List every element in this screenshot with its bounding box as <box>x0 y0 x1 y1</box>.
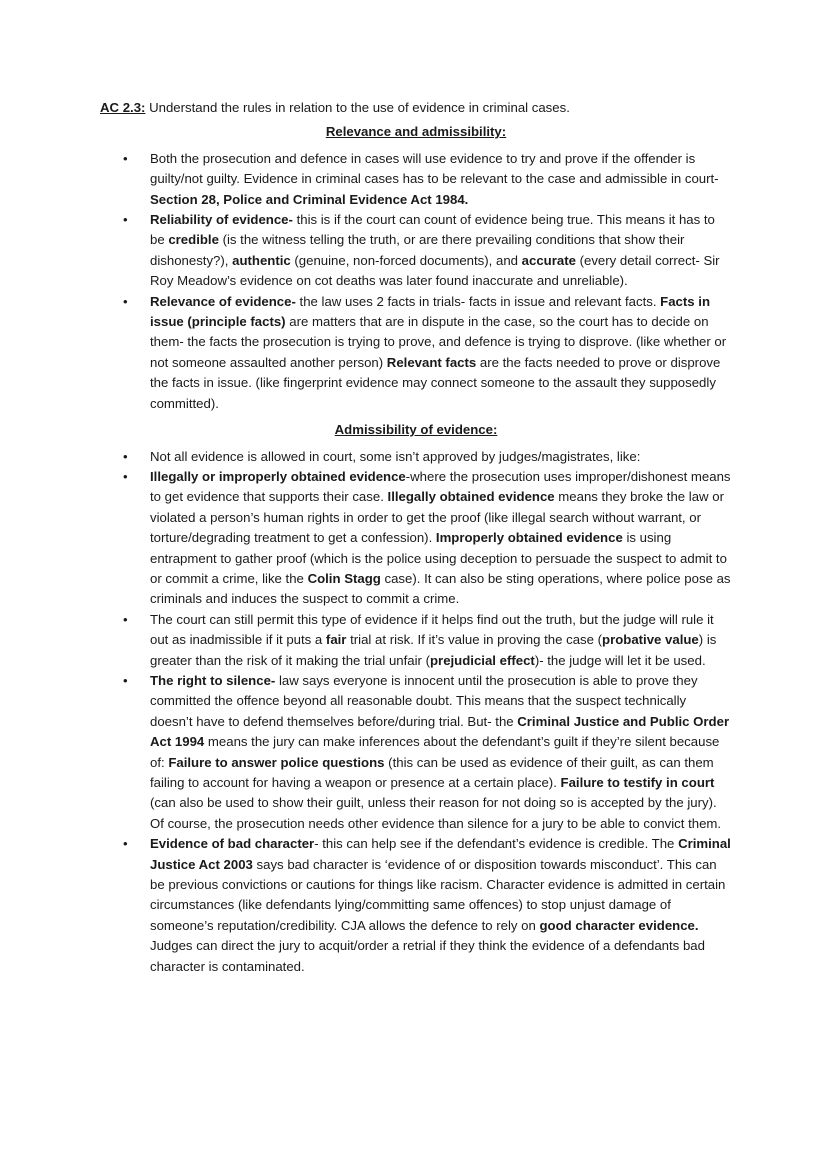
list-item <box>100 671 732 834</box>
bold-text-run: good character evidence. <box>539 917 699 933</box>
text-run: case). It can also be sting operations, where police pose as criminals and induces the suspect to commit a crime. <box>150 570 731 607</box>
text-run: The court can still permit this type of evidence if it helps find out the truth, but the judge will rule it out as inadmissible if it puts a <box>150 611 714 648</box>
bold-text-run: Criminal Justice and Public Order Act 1994 <box>150 713 730 750</box>
bold-text-run: Colin Stagg <box>307 570 381 586</box>
bullet-icon: • <box>123 836 128 852</box>
bold-text-run: prejudicial effect <box>430 652 535 668</box>
bold-text-run: Improperly obtained evidence <box>435 530 623 546</box>
bold-text-run: Criminal Justice Act 2003 <box>150 836 731 872</box>
text-run: trial at risk. If it’s value in proving the case ( <box>346 632 603 648</box>
assessment-criterion-heading <box>100 98 732 118</box>
bullet-icon: • <box>123 468 128 484</box>
list-item <box>100 467 732 610</box>
text-run: says bad character is ‘evidence of or disposition towards misconduct’. This can be previous convictions or cautions for things like racism. Character evidence is admitted in certain circumstances (like defendants lying/committing same offences) to stop unjust damage of someone’s reputation/credibility. CJA allows the defence to rely on <box>150 856 726 933</box>
bold-text-run: Failure to testify in court <box>560 775 715 790</box>
bold-text-run: Relevant facts <box>386 354 477 370</box>
ac-label: AC 2.3: <box>100 100 146 115</box>
bold-text-run: accurate <box>521 252 576 268</box>
text-run: - this can help see if the defendant’s evidence is credible. The <box>314 836 679 852</box>
text-run: ) is greater than the risk of it making the trial unfair ( <box>150 632 717 668</box>
text-run: Not all evidence is allowed in court, some isn’t approved by judges/magistrates, like: <box>150 448 641 464</box>
text-run: are matters that are in dispute in the case, so the court has to decide on them- the facts the prosecution is trying to prove, and defence is trying to disprove. (like whether or not someone assaulted another person) <box>150 314 727 370</box>
list-item <box>100 149 732 210</box>
text-run: are the facts needed to prove or disprove the facts in issue. (like fingerprint evidence may connect someone to the assault they supposedly committed). <box>150 354 721 411</box>
text-run: (every detail correct- Sir Roy Meadow’s evidence on cot deaths was later found inaccurate and unreliable). <box>150 252 720 289</box>
section-title: Admissibility of evidence: <box>334 422 498 438</box>
list-item <box>100 292 732 414</box>
document-page <box>100 98 732 983</box>
text-run: is using entrapment to gather proof (which is the police using deception to persuade the suspect to admit to or commit a crime, like the <box>150 530 727 586</box>
ac-description: Understand the rules in relation to the use of evidence in criminal cases. <box>145 100 570 115</box>
text-run: Judges can direct the jury to acquit/order a retrial if they think the evidence of a defendants bad character is contaminated. <box>150 938 705 974</box>
document-body <box>100 122 732 977</box>
list-item <box>100 210 732 292</box>
bullet-list <box>100 447 732 978</box>
bold-text-run: Failure to answer police questions <box>168 754 385 770</box>
text-run: -where the prosecution uses improper/dishonest means to get evidence that supports their case. <box>150 468 731 505</box>
text-run: means they broke the law or violated a person’s human rights in order to get the proof (like illegal search without warrant, or torture/degrading treatment to get a confession). <box>150 489 724 546</box>
text-run: law says everyone is innocent until the prosecution is able to prove they committed the offence beyond all reasonable doubt. This means that the suspect technically doesn’t have to defend themselves before/during trial. But- the <box>150 672 698 729</box>
text-run: (genuine, non-forced documents), and <box>290 252 522 268</box>
bullet-icon: • <box>123 212 128 228</box>
bullet-icon: • <box>123 611 128 627</box>
text-run: means the jury can make inferences about the defendant’s guilt if they’re silent because of: <box>150 734 720 770</box>
bold-text-run: probative value <box>602 632 699 648</box>
bold-text-run: Reliability of evidence- <box>150 212 293 228</box>
bold-text-run: credible <box>168 232 219 248</box>
bold-text-run: Illegally obtained evidence <box>387 489 555 505</box>
text-run: (is the witness telling the truth, or are there prevailing conditions that show their dishonesty?), <box>150 232 685 268</box>
bullet-icon: • <box>123 448 128 464</box>
text-run: Both the prosecution and defence in cases will use evidence to try and prove if the offender is guilty/not guilty. Evidence in criminal cases has to be relevant to the case and admissible in court- <box>150 150 719 187</box>
list-item <box>100 447 732 467</box>
bold-text-run: Facts in issue (principle facts) <box>150 293 711 330</box>
bold-text-run: Relevance of evidence- <box>150 293 296 309</box>
list-item <box>100 610 732 671</box>
bullet-list <box>100 149 732 414</box>
text-run: (can also be used to show their guilt, unless their reason for not doing so is accepted by the jury). Of course, the prosecution needs other evidence than silence for a jury to be able to convict them. <box>150 795 722 831</box>
bullet-icon: • <box>123 672 128 688</box>
text-run: this is if the court can count of evidence being true. This means it has to be <box>150 212 715 248</box>
bold-text-run: The right to silence- <box>150 672 276 688</box>
bullet-icon: • <box>123 293 128 309</box>
text-run: the law uses 2 facts in trials- facts in issue and relevant facts. <box>295 293 661 309</box>
bold-text-run: Evidence of bad character <box>150 836 315 852</box>
bold-text-run: fair <box>325 632 347 648</box>
bullet-icon: • <box>123 150 128 166</box>
bold-text-run: Illegally or improperly obtained evidence <box>150 468 406 484</box>
list-item <box>100 834 732 977</box>
bold-text-run: authentic <box>232 252 291 268</box>
bold-text-run: Section 28, Police and Criminal Evidence Act 1984. <box>150 191 469 207</box>
text-run: (this can be used as evidence of their guilt, as can them failing to account for having a weapon or presence at a certain place). <box>150 754 714 790</box>
section-title: Relevance and admissibility: <box>325 124 507 140</box>
text-run: )- the judge will let it be used. <box>534 652 706 668</box>
